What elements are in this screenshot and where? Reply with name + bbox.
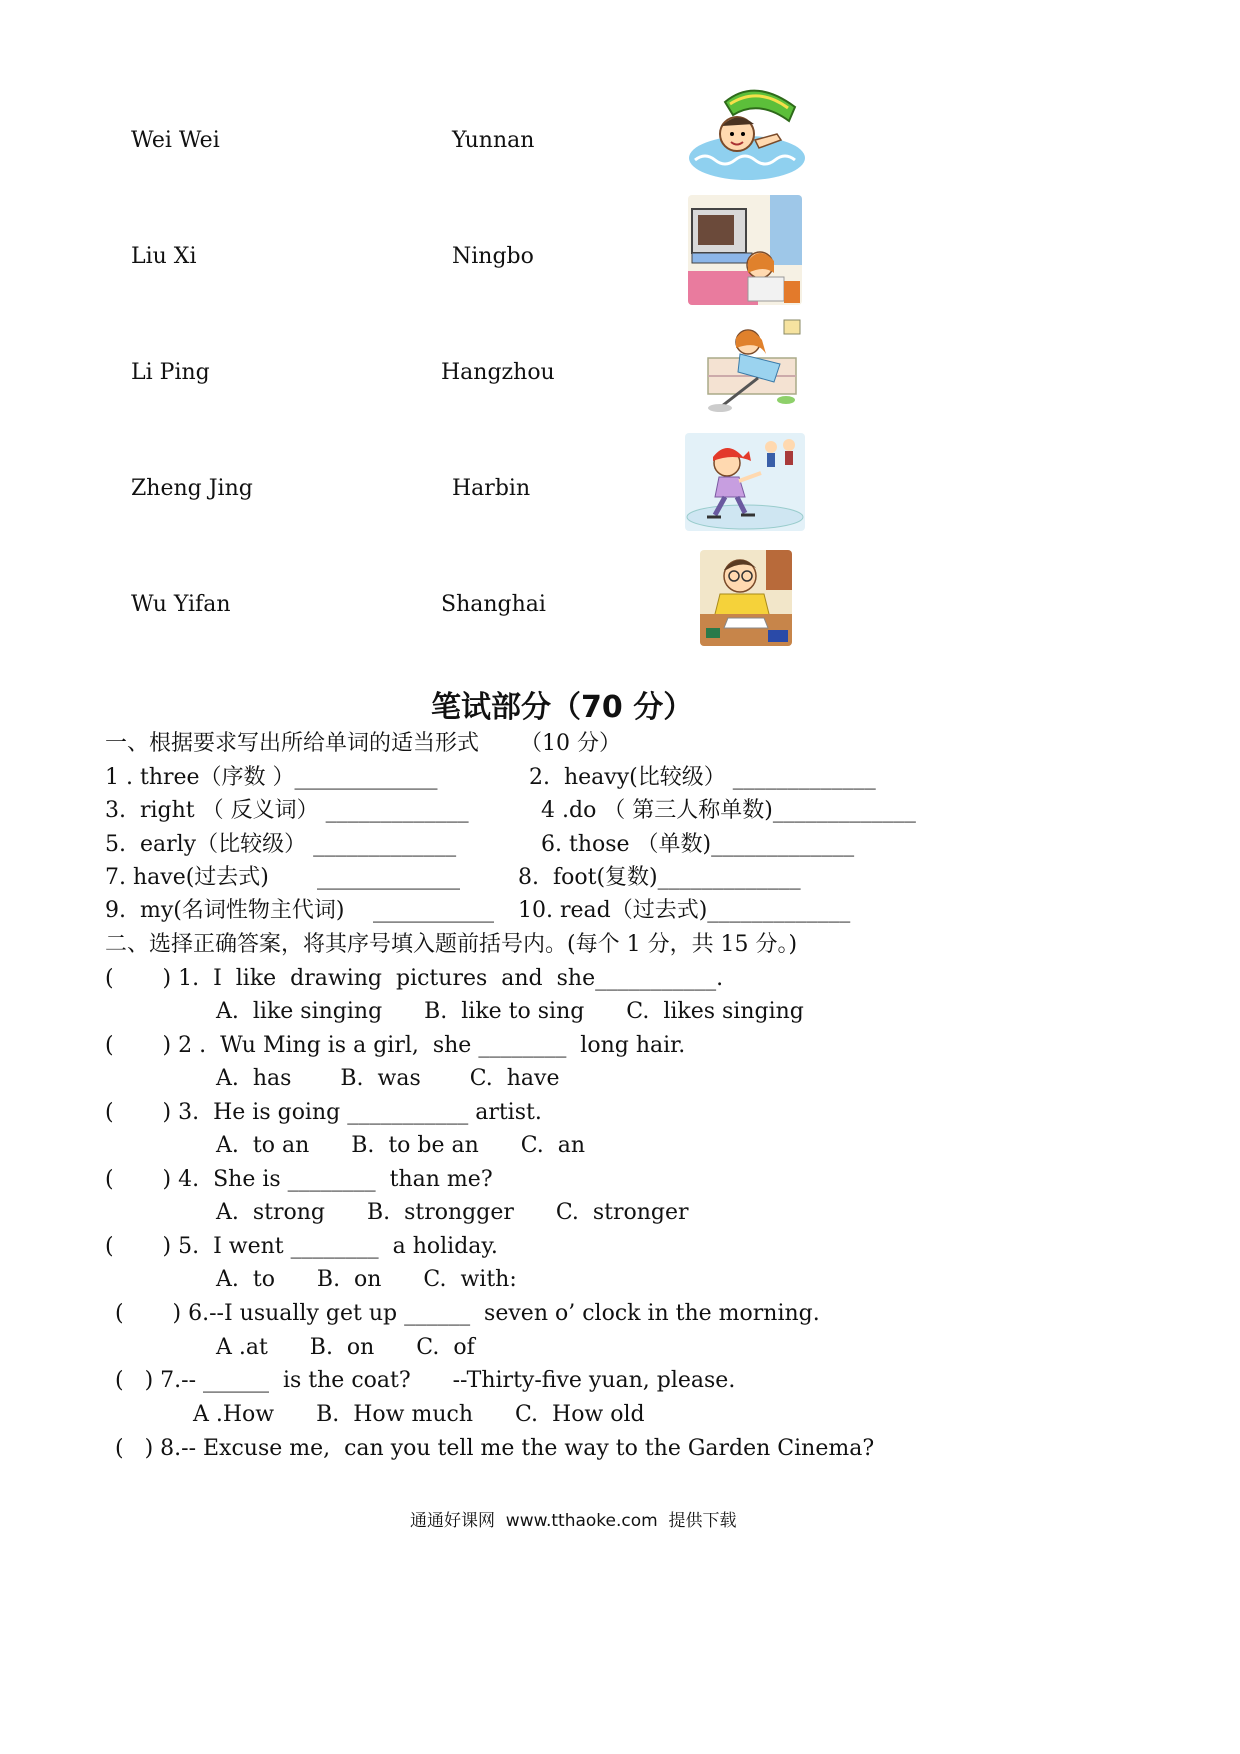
section1-heading: 一、根据要求写出所给单词的适当形式	[105, 731, 480, 756]
city-name: Harbin	[452, 476, 531, 501]
student-name: Wei Wei	[131, 128, 220, 153]
answer-blank: ___________	[373, 898, 494, 923]
question-options: A. to B. on C. with:	[216, 1267, 517, 1292]
word-form-item: 9. my(名词性物主代词)	[105, 898, 345, 923]
question-stem: ( ) 8.-- Excuse me, can you tell me the way to the Garden Cinema?	[115, 1436, 875, 1461]
question-options: A. strong B. strongger C. stronger	[216, 1200, 689, 1225]
word-form-item: 5. early（比较级） _____________	[105, 832, 457, 857]
word-form-item: 3. right （ 反义词） _____________	[105, 798, 469, 823]
swimming-boy-picture	[685, 82, 807, 184]
word-form-item: 8. foot(复数)_____________	[518, 865, 801, 890]
word-form-item: 4 .do （ 第三人称单数)_____________	[541, 798, 916, 823]
question-stem: ( ) 2 . Wu Ming is a girl, she ________ long hair.	[105, 1033, 686, 1058]
question-options: A .How B. How much C. How old	[193, 1402, 645, 1427]
question-options: A .at B. on C. of	[216, 1335, 475, 1360]
answer-blank: _____________	[317, 865, 460, 890]
word-form-item: 6. those （单数)_____________	[541, 832, 855, 857]
footer-text: 通通好课网 www.tthaoke.com 提供下载	[410, 1511, 737, 1531]
city-name: Ningbo	[452, 244, 534, 269]
student-name: Wu Yifan	[131, 592, 231, 617]
word-form-item: 2. heavy(比较级） _____________	[529, 765, 876, 790]
student-name: Zheng Jing	[131, 476, 253, 501]
section1-score: （10 分）	[520, 731, 621, 756]
question-stem: ( ) 4. She is ________ than me?	[105, 1167, 493, 1192]
ice-skating-girl-picture	[685, 433, 805, 531]
student-name: Liu Xi	[131, 244, 197, 269]
question-stem: ( ) 1. I like drawing pictures and she___________.	[105, 966, 724, 991]
city-name: Shanghai	[441, 592, 546, 617]
student-name: Li Ping	[131, 360, 210, 385]
word-form-item: 7. have(过去式)	[105, 865, 269, 890]
city-name: Hangzhou	[441, 360, 555, 385]
question-stem: ( ) 7.-- ______ is the coat? --Thirty-five yuan, please.	[115, 1368, 736, 1393]
question-options: A. to an B. to be an C. an	[216, 1133, 586, 1158]
question-options: A. has B. was C. have	[216, 1066, 560, 1091]
page-title: 笔试部分（70 分）	[431, 690, 694, 725]
question-stem: ( ) 6.--I usually get up ______ seven o’ clock in the morning.	[115, 1301, 820, 1326]
question-stem: ( ) 3. He is going ___________ artist.	[105, 1100, 542, 1125]
question-stem: ( ) 5. I went ________ a holiday.	[105, 1234, 498, 1259]
sweeping-floor-girl-picture	[700, 318, 806, 418]
question-options: A. like singing B. like to sing C. likes singing	[216, 999, 804, 1024]
city-name: Yunnan	[452, 128, 535, 153]
watching-tv-girl-picture	[688, 195, 802, 305]
reading-boy-picture	[700, 550, 792, 646]
word-form-item: 10. read（过去式)_____________	[518, 898, 851, 923]
section2-heading: 二、选择正确答案，将其序号填入题前括号内。(每个 1 分，共 15 分。)	[105, 932, 798, 957]
word-form-item: 1 . three（序数 ）_____________	[105, 765, 438, 790]
